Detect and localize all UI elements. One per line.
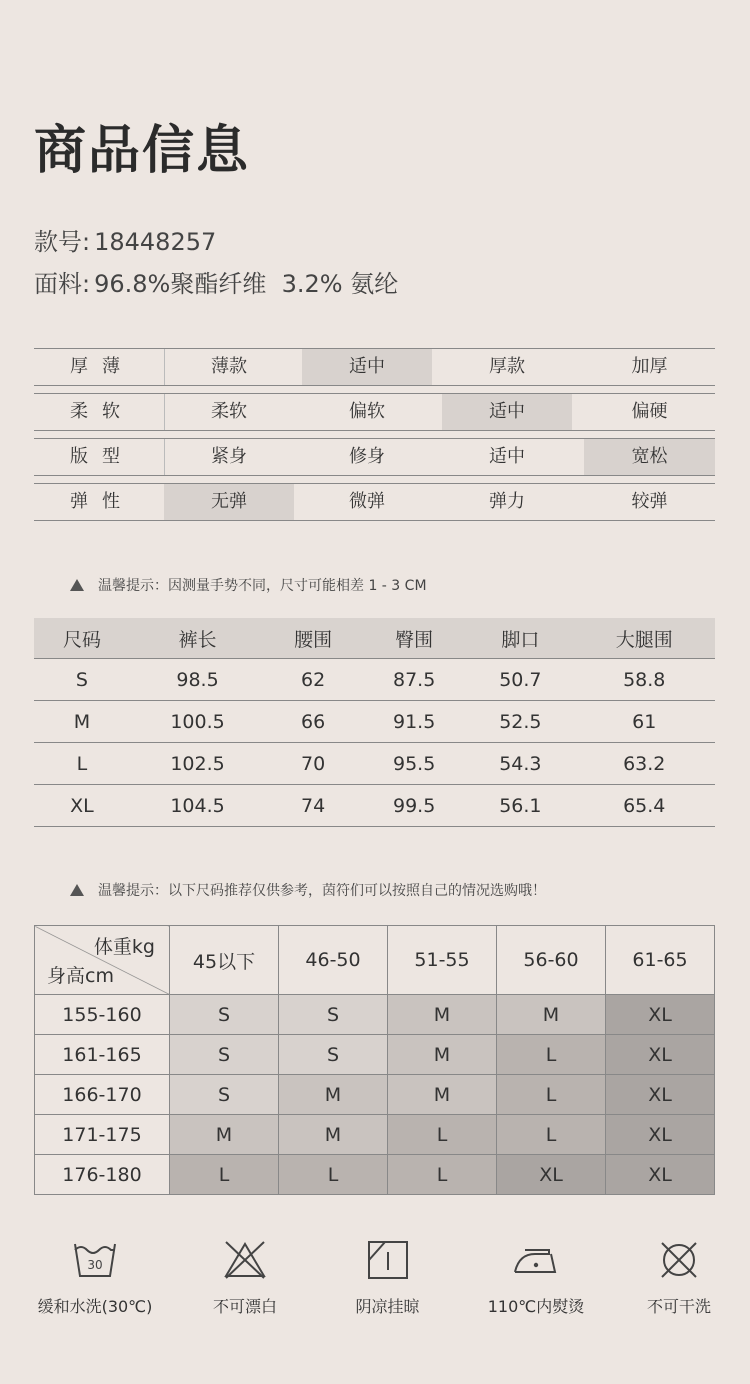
care-item-bleach <box>190 1240 300 1317</box>
weight-header-cell: 45以下 <box>170 926 279 995</box>
size-recommendation-table <box>34 925 715 1195</box>
feature-option: 修身 <box>349 446 385 467</box>
feature-option: 微弹 <box>349 491 385 512</box>
recommended-size-cell: M <box>388 1035 497 1075</box>
height-axis-label: 身高cm <box>47 965 114 987</box>
height-range-cell: 166-170 <box>35 1075 170 1115</box>
measure-tip <box>70 575 427 595</box>
recommended-size-cell: S <box>170 995 279 1035</box>
feature-option: 适中 <box>442 394 572 430</box>
size-cell: 50.7 <box>467 659 573 701</box>
feature-option: 适中 <box>489 446 525 467</box>
weight-header-cell: 61-65 <box>606 926 715 995</box>
size-cell: 63.2 <box>573 743 715 785</box>
feature-option: 宽松 <box>584 439 715 475</box>
size-cell: L <box>34 743 130 785</box>
table-row <box>35 1035 715 1075</box>
warning-icon <box>70 579 84 591</box>
size-cell: 58.8 <box>573 659 715 701</box>
no-dry-clean-icon <box>656 1240 702 1280</box>
wash-temp-label: 30 <box>87 1258 103 1272</box>
recommended-size-cell: S <box>279 995 388 1035</box>
recommend-tip <box>70 880 546 900</box>
size-cell: XL <box>34 785 130 827</box>
feature-option: 适中 <box>302 349 432 385</box>
size-cell: 95.5 <box>361 743 467 785</box>
table-row <box>34 701 715 743</box>
recommend-tip-text: 温馨提示：以下尺码推荐仅供参考，茵符们可以按照自己的情况选购哦！ <box>98 883 546 899</box>
recommended-size-cell: L <box>388 1115 497 1155</box>
table-row <box>34 743 715 785</box>
no-bleach-icon <box>222 1240 268 1280</box>
recommended-size-cell: XL <box>497 1155 606 1195</box>
recommended-size-cell: S <box>170 1075 279 1115</box>
care-label-wash: 缓和水洗(30℃) <box>37 1297 153 1316</box>
recommended-size-cell: XL <box>606 1035 715 1075</box>
size-cell: 56.1 <box>467 785 573 827</box>
size-cell: S <box>34 659 130 701</box>
size-header-cell: 腰围 <box>265 618 361 659</box>
feature-row <box>34 483 715 521</box>
recommended-size-cell: XL <box>606 995 715 1035</box>
height-range-cell: 176-180 <box>35 1155 170 1195</box>
size-cell: 52.5 <box>467 701 573 743</box>
feature-option: 加厚 <box>631 356 668 377</box>
style-number <box>34 222 216 257</box>
warning-icon <box>70 884 84 896</box>
size-cell: 66 <box>265 701 361 743</box>
wash-30-icon <box>72 1240 118 1280</box>
size-cell: 98.5 <box>130 659 265 701</box>
care-label-bleach: 不可漂白 <box>212 1297 277 1316</box>
height-range-cell: 161-165 <box>35 1035 170 1075</box>
feature-option: 较弹 <box>631 491 668 512</box>
measure-tip-text: 温馨提示：因测量手势不同，尺寸可能相差 1 - 3 CM <box>98 578 427 594</box>
recommended-size-cell: M <box>388 995 497 1035</box>
feature-label: 弹性 <box>70 491 134 512</box>
size-cell: 62 <box>265 659 361 701</box>
size-cell: M <box>34 701 130 743</box>
feature-row <box>34 348 715 386</box>
feature-option: 紧身 <box>211 446 247 467</box>
recommended-size-cell: L <box>497 1115 606 1155</box>
page-title: 商品信息 <box>34 120 251 181</box>
recommended-size-cell: L <box>170 1155 279 1195</box>
recommended-size-cell: M <box>170 1115 279 1155</box>
care-label-dry: 阴凉挂晾 <box>355 1297 420 1316</box>
table-corner-cell <box>35 926 170 995</box>
size-cell: 91.5 <box>361 701 467 743</box>
size-cell: 70 <box>265 743 361 785</box>
feature-table <box>34 348 715 528</box>
size-header-cell: 臀围 <box>361 618 467 659</box>
care-item-iron <box>472 1240 600 1317</box>
care-label-iron: 110℃内熨烫 <box>487 1297 585 1316</box>
feature-row <box>34 393 715 431</box>
recommended-size-cell: M <box>279 1075 388 1115</box>
size-cell: 102.5 <box>130 743 265 785</box>
fabric-value: 96.8%聚酯纤维 3.2% 氨纶 <box>94 270 399 298</box>
size-cell: 65.4 <box>573 785 715 827</box>
weight-axis-label: 体重kg <box>93 936 155 958</box>
size-cell: 74 <box>265 785 361 827</box>
size-cell: 87.5 <box>361 659 467 701</box>
recommended-size-cell: S <box>279 1035 388 1075</box>
size-header-cell: 脚口 <box>467 618 573 659</box>
size-cell: 54.3 <box>467 743 573 785</box>
feature-label: 厚薄 <box>70 356 134 377</box>
size-cell: 99.5 <box>361 785 467 827</box>
feature-option: 厚款 <box>489 356 525 377</box>
size-cell: 100.5 <box>130 701 265 743</box>
care-item-dry-clean <box>630 1240 728 1317</box>
recommended-size-cell: S <box>170 1035 279 1075</box>
size-header-cell: 尺码 <box>34 618 130 659</box>
feature-option: 薄款 <box>211 356 247 377</box>
care-label-dry-clean: 不可干洗 <box>646 1297 711 1316</box>
feature-label: 版型 <box>70 446 134 467</box>
feature-option: 偏硬 <box>631 401 668 422</box>
care-item-wash <box>30 1240 160 1317</box>
height-range-cell: 171-175 <box>35 1115 170 1155</box>
size-header-cell: 裤长 <box>130 618 265 659</box>
recommended-size-cell: L <box>497 1035 606 1075</box>
style-number-label: 款号: <box>34 228 91 256</box>
table-row <box>35 1115 715 1155</box>
size-cell: 61 <box>573 701 715 743</box>
fabric-info <box>34 264 398 299</box>
weight-header-cell: 51-55 <box>388 926 497 995</box>
recommended-size-cell: XL <box>606 1155 715 1195</box>
recommended-size-cell: XL <box>606 1075 715 1115</box>
size-header-cell: 大腿围 <box>573 618 715 659</box>
table-row <box>35 995 715 1035</box>
table-row <box>34 659 715 701</box>
feature-row <box>34 438 715 476</box>
feature-option: 偏软 <box>349 401 385 422</box>
recommended-size-cell: XL <box>606 1115 715 1155</box>
iron-110-icon <box>511 1240 561 1280</box>
feature-option: 柔软 <box>211 401 247 422</box>
recommended-size-cell: L <box>279 1155 388 1195</box>
table-row <box>35 1155 715 1195</box>
size-cell: 104.5 <box>130 785 265 827</box>
feature-option: 弹力 <box>489 491 525 512</box>
fabric-label: 面料: <box>34 270 91 298</box>
recommended-size-cell: M <box>279 1115 388 1155</box>
recommended-size-cell: M <box>388 1075 497 1115</box>
weight-header-cell: 46-50 <box>279 926 388 995</box>
recommended-size-cell: M <box>497 995 606 1035</box>
feature-option: 无弹 <box>164 484 294 520</box>
shade-dry-icon <box>365 1240 411 1280</box>
table-row <box>35 1075 715 1115</box>
care-item-dry <box>330 1240 445 1317</box>
table-row <box>34 785 715 827</box>
feature-label: 柔软 <box>70 401 134 422</box>
size-table <box>34 618 715 827</box>
recommended-size-cell: L <box>388 1155 497 1195</box>
recommended-size-cell: L <box>497 1075 606 1115</box>
weight-header-cell: 56-60 <box>497 926 606 995</box>
height-range-cell: 155-160 <box>35 995 170 1035</box>
style-number-value: 18448257 <box>94 228 217 256</box>
